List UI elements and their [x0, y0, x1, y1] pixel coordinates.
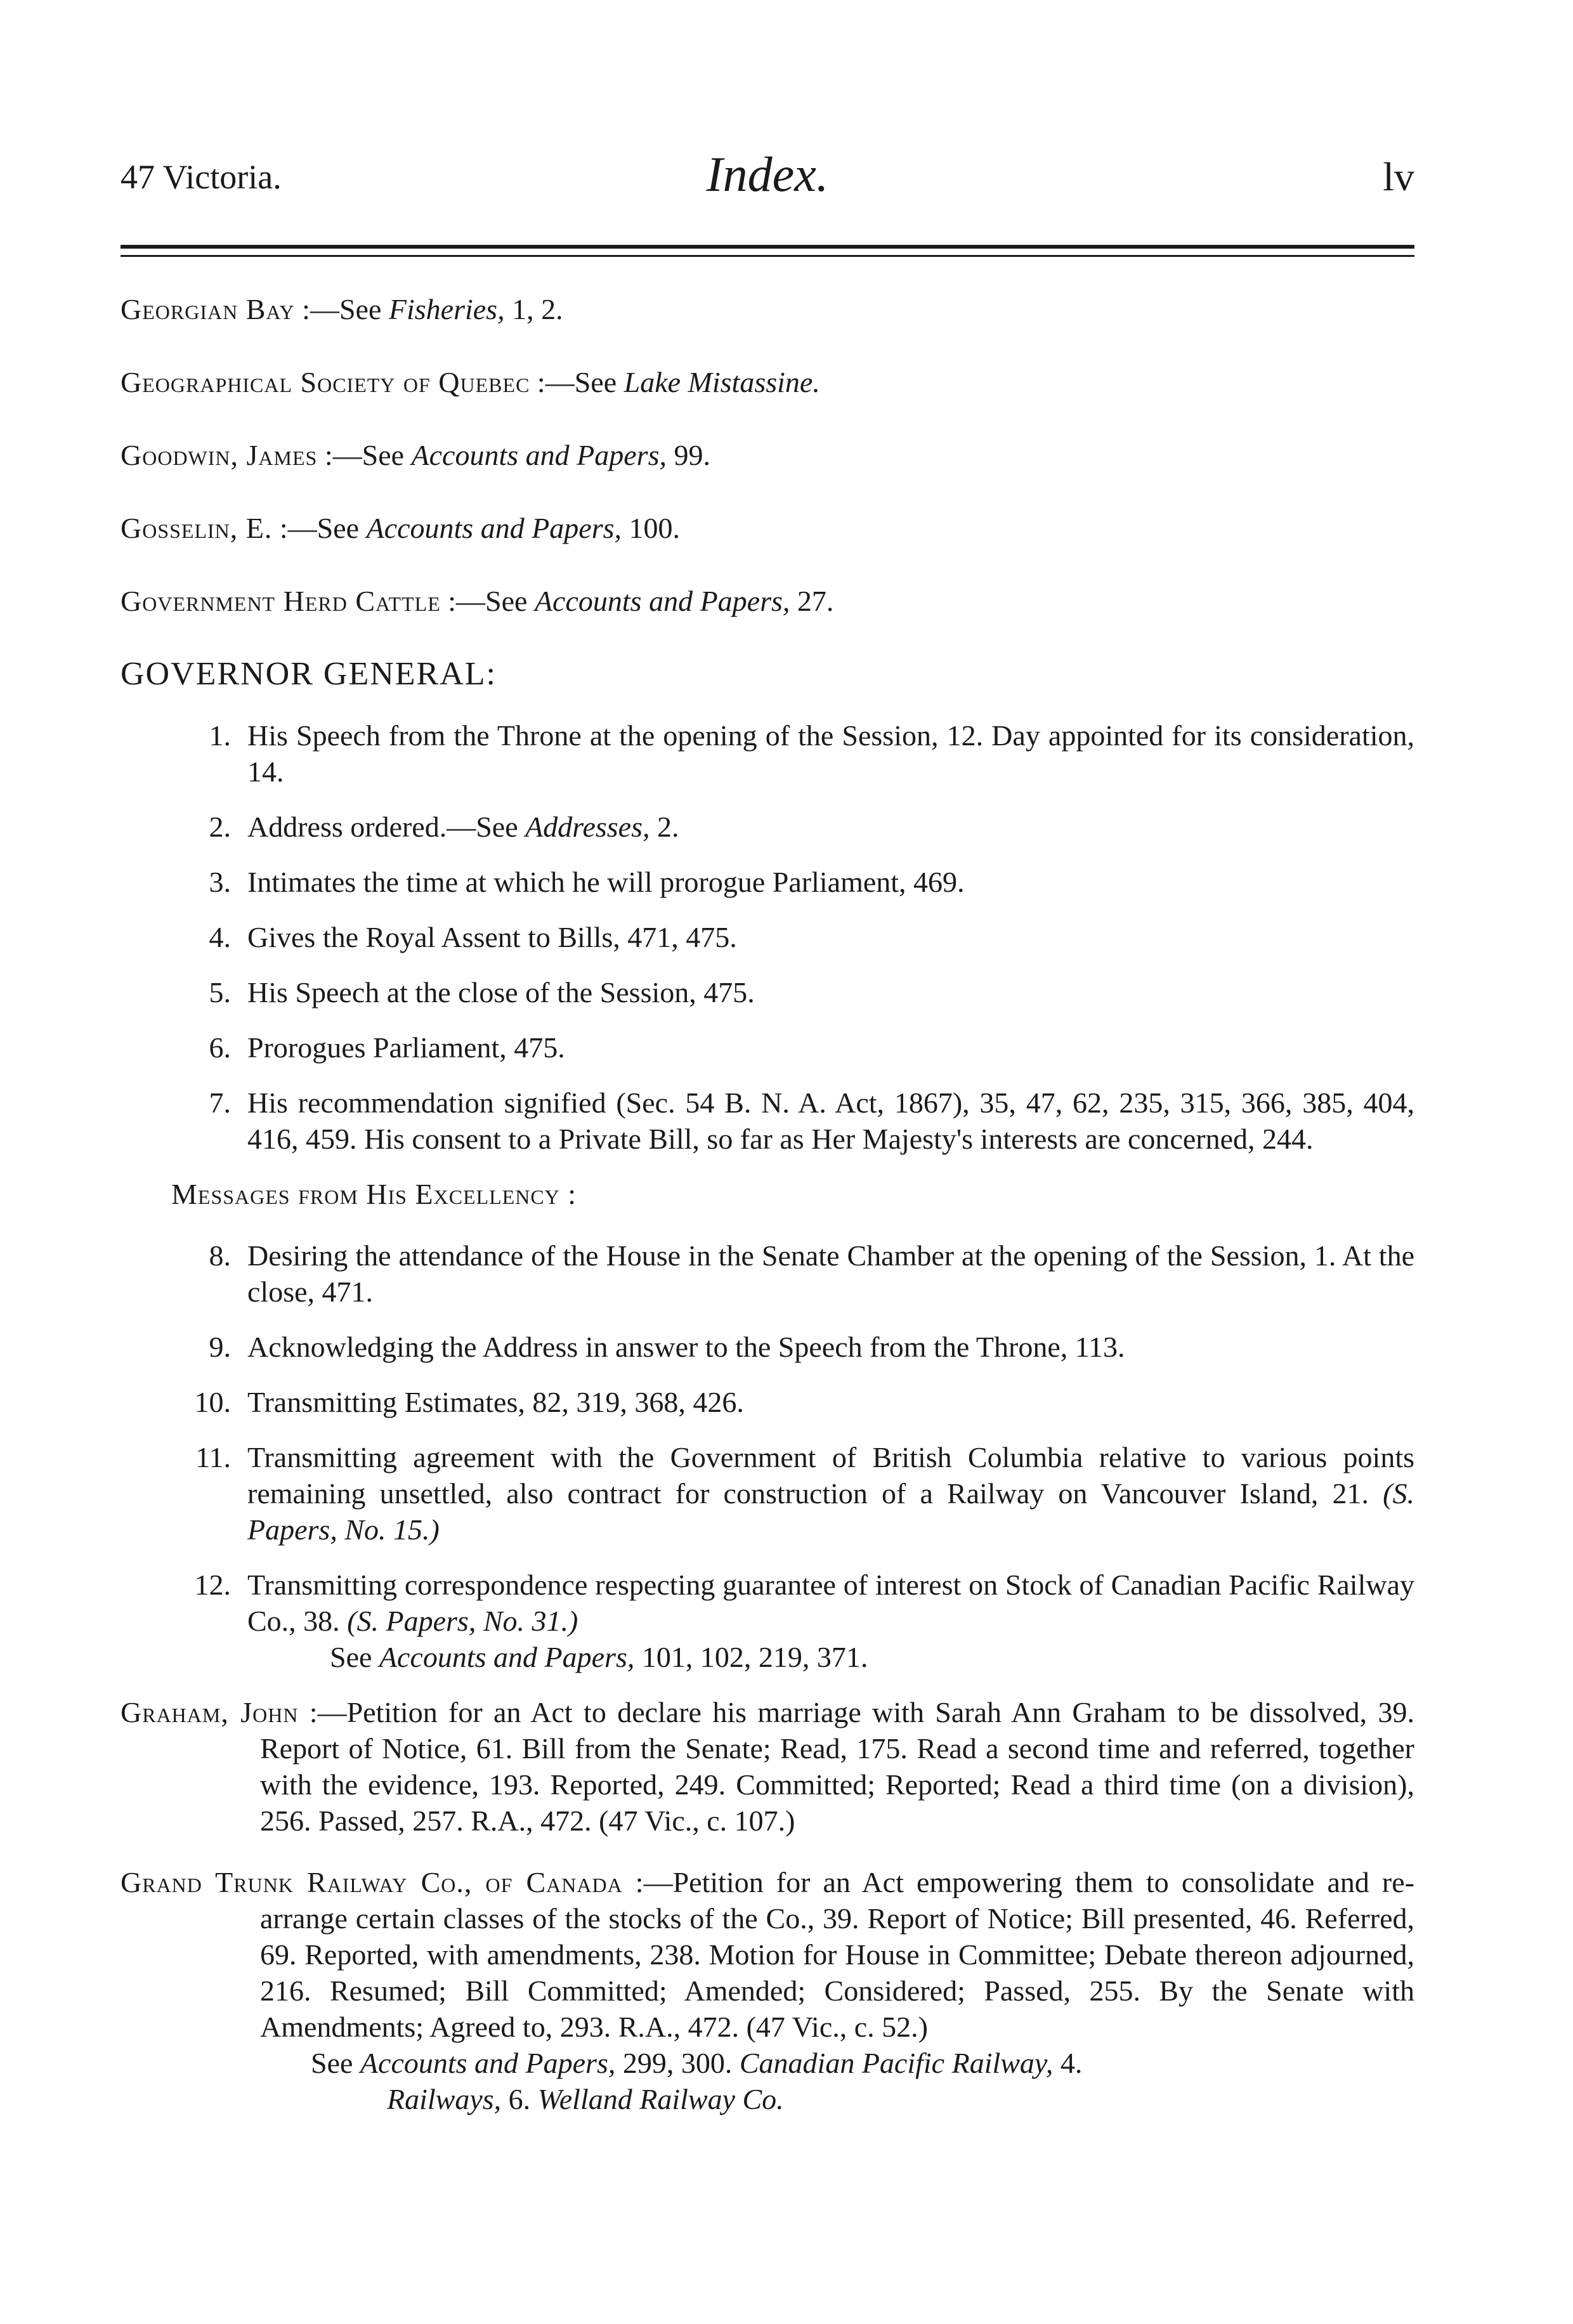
item-number: 11. — [195, 1441, 231, 1473]
entry-tail: 27. — [790, 585, 834, 617]
item-text: His recommendation signified (Sec. 54 B. N. A. Act, 1867), 35, 47, 62, 235, 315, 366, 385, 404, 416, 459. His consent to a Private Bill, so far as Her Majesty's interests are concerned, 244. — [247, 1087, 1414, 1155]
item-text: Acknowledging the Address in answer to the Speech from the Throne, 113. — [247, 1331, 1125, 1363]
see-also-line — [260, 2045, 1414, 2081]
entry-sep: :—See — [440, 585, 535, 617]
see-ref: Accounts and Papers, — [360, 2047, 616, 2079]
item-text-pre: Address ordered.—See — [247, 811, 526, 843]
subheading-messages: Messages from His Excellency : — [171, 1178, 577, 1210]
item-number: 2. — [209, 811, 231, 843]
running-head-left: 47 Victoria. — [121, 158, 282, 196]
index-body — [121, 291, 1414, 2117]
entry-head: Government Herd Cattle — [121, 585, 441, 617]
list-item — [121, 1237, 1414, 1310]
see-ref: Welland Railway Co. — [537, 2083, 784, 2115]
entry-text: :—Petition for an Act to declare his marriage with Sarah Ann Graham to be dissolved, 39. Report of Notice, 61. Bill from the Senate; Read, 175. Read a second time and referred, together with the evidence, 193. Reported, 249. Committed; Reported; Read a third time (on a division), 256. Passed, 257. R.A., 472. (47 Vic., c. 107.) — [260, 1696, 1414, 1837]
entry-tail: 1, 2. — [504, 293, 563, 325]
see-ref: Canadian Pacific Railway, — [739, 2047, 1054, 2079]
see-ref: Accounts and Papers, — [379, 1641, 635, 1673]
item-number: 4. — [209, 921, 231, 953]
entry-ref: Lake Mistassine. — [623, 366, 820, 398]
entry-tail: 100. — [622, 512, 681, 544]
list-item — [121, 1439, 1414, 1548]
entry-sep: :—See — [272, 512, 367, 544]
item-text-pre: Transmitting correspondence respecting guarantee of interest on Stock of Canadian Pacific Railway Co., 38. — [247, 1569, 1414, 1637]
list-item — [121, 717, 1414, 790]
see-mid: 6. — [501, 2083, 538, 2115]
item-text — [247, 809, 1414, 845]
item-number: 1. — [209, 719, 231, 752]
see-prefix: See — [311, 2047, 360, 2079]
see-mid: 299, 300. — [615, 2047, 740, 2079]
item-text: Prorogues Parliament, 475. — [247, 1031, 565, 1064]
item-text: His Speech at the close of the Session, 475. — [247, 976, 755, 1009]
list-item — [121, 974, 1414, 1010]
header-rule-thick — [121, 245, 1414, 249]
list-item — [121, 1567, 1414, 1675]
item-text — [247, 1567, 1414, 1675]
see-mid: 4. — [1053, 2047, 1083, 2079]
entry-sep: :—See — [530, 366, 624, 398]
see-also-line — [260, 2081, 1414, 2117]
list-item — [121, 1085, 1414, 1157]
running-head-title: Index. — [706, 147, 829, 202]
index-entry-grand-trunk — [121, 1864, 1414, 2117]
entry-ref: Accounts and Papers, — [534, 585, 790, 617]
item-text — [247, 1439, 1414, 1548]
entry-ref: Fisheries, — [388, 293, 505, 325]
list-item — [121, 809, 1414, 845]
entry-text: :—Petition for an Act empowering them to consolidate and re-arrange certain classes of the stocks of the Co., 39. Report of Notice; Bill presented, 46. Referred, 69. Reported, with amendments, 238. Motion for House in Committee; Debate thereon adjourned, 216. Resumed; Bill Committed; Amended; Considered; Passed, 255. By the Senate with Amendments; Agreed to, 293. R.A., 472. (47 Vic., c. 52.) — [260, 1866, 1414, 2043]
entry-ref: Accounts and Papers, — [411, 439, 667, 471]
page-number: lv — [1383, 154, 1414, 199]
header-rule-thin — [121, 255, 1414, 257]
item-text: Gives the Royal Assent to Bills, 471, 475. — [247, 921, 737, 953]
index-entry — [121, 510, 1414, 546]
item-ref: Addresses, — [525, 811, 650, 843]
item-number: 6. — [209, 1031, 231, 1064]
see-ref: Railways, — [387, 2083, 502, 2115]
entry-head: Gosselin, E. — [121, 512, 273, 544]
item-text: His Speech from the Throne at the opening of the Session, 12. Day appointed for its consideration, 14. — [247, 719, 1414, 788]
list-item — [121, 919, 1414, 955]
item-number: 3. — [209, 866, 231, 898]
entry-ref: Accounts and Papers, — [366, 512, 622, 544]
entry-sep: :—See — [294, 293, 389, 325]
see-also-line — [247, 1639, 1414, 1675]
index-entry-graham — [121, 1694, 1414, 1839]
item-text: Transmitting Estimates, 82, 319, 368, 426. — [247, 1386, 744, 1418]
entry-head: Goodwin, James — [121, 439, 318, 471]
item-ref: (S. Papers, No. 15.) — [247, 1477, 1414, 1546]
item-number: 12. — [194, 1569, 231, 1601]
item-text: Intimates the time at which he will prorogue Parliament, 469. — [247, 866, 965, 898]
item-number: 8. — [209, 1239, 231, 1272]
list-item — [121, 1029, 1414, 1066]
index-page — [121, 146, 1414, 2143]
page-header — [121, 146, 1414, 222]
item-text: Desiring the attendance of the House in the Senate Chamber at the opening of the Session, 1. At the close, 471. — [247, 1239, 1414, 1308]
see-post: 101, 102, 219, 371. — [634, 1641, 868, 1673]
item-number: 7. — [209, 1087, 231, 1119]
item-number: 9. — [209, 1331, 231, 1363]
item-text-pre: Transmitting agreement with the Government of British Columbia relative to various points remaining unsettled, also contract for construction of a Railway on Vancouver Island, 21. — [247, 1441, 1414, 1510]
item-ref: (S. Papers, No. 31.) — [347, 1605, 578, 1637]
entry-head: Georgian Bay — [121, 293, 295, 325]
index-entry — [121, 291, 1414, 327]
index-entry — [121, 583, 1414, 619]
list-item — [121, 1329, 1414, 1365]
see-prefix: See — [330, 1641, 379, 1673]
item-number: 10. — [194, 1386, 231, 1418]
item-text-post: 2. — [649, 811, 679, 843]
list-item — [121, 864, 1414, 900]
index-entry — [121, 364, 1414, 400]
entry-head: Graham, John — [121, 1696, 299, 1728]
entry-tail: 99. — [666, 439, 710, 471]
entry-head: Geographical Society of Quebec — [121, 366, 530, 398]
entry-head: Grand Trunk Railway Co., of Canada — [121, 1866, 623, 1898]
index-entry — [121, 437, 1414, 473]
item-number: 5. — [209, 976, 231, 1009]
list-item — [121, 1384, 1414, 1420]
section-heading-governor-general: GOVERNOR GENERAL: — [121, 656, 497, 692]
entry-sep: :—See — [317, 439, 412, 471]
